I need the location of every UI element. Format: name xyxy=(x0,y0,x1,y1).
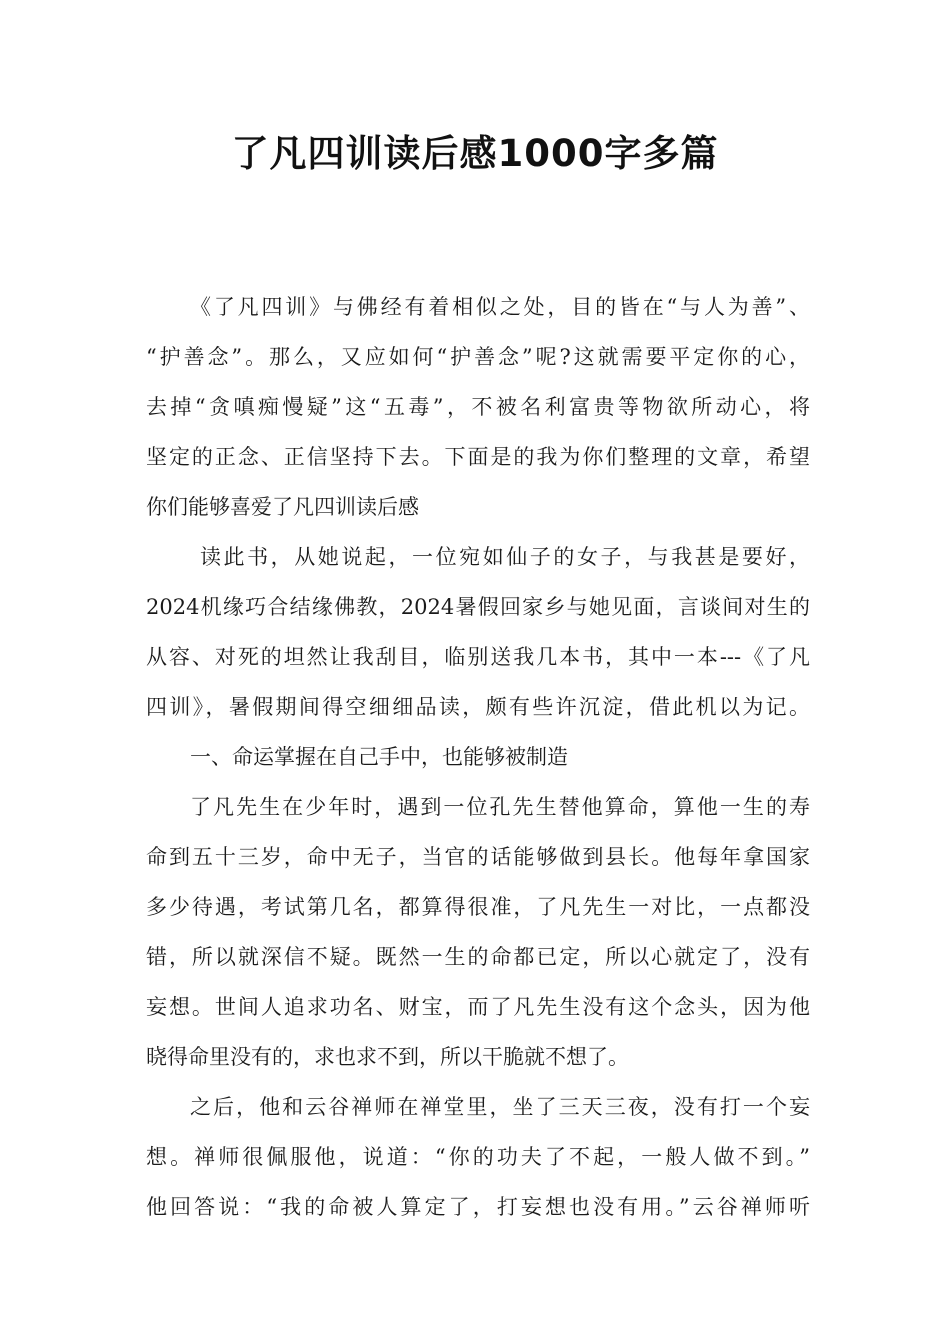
paragraph-line: 想。禅师很佩服他，说道：“你的功夫了不起，一般人做不到。” xyxy=(146,1145,810,1169)
document-body xyxy=(146,282,810,1232)
paragraph-line: 了凡先生在少年时，遇到一位孔先生替他算命，算他一生的寿 xyxy=(190,795,810,819)
paragraph-line: 多少待遇，考试第几名，都算得很准，了凡先生一对比，一点都没 xyxy=(146,895,810,919)
paragraph-line: 他回答说：“我的命被人算定了，打妄想也没有用。”云谷禅师听 xyxy=(146,1195,810,1219)
paragraph-line: 妄想。世间人追求功名、财宝，而了凡先生没有这个念头，因为他 xyxy=(146,995,810,1019)
paragraph-line: 《了凡四训》与佛经有着相似之处，目的皆在“与人为善”、 xyxy=(190,295,810,319)
paragraph-line: “护善念”。那么，又应如何“护善念”呢?这就需要平定你的心， xyxy=(146,345,810,369)
paragraph-line: 坚定的正念、正信坚持下去。下面是的我为你们整理的文章，希望 xyxy=(146,445,810,469)
paragraph-line: 2024机缘巧合结缘佛教，2024暑假回家乡与她见面，言谈间对生的 xyxy=(146,595,810,619)
paragraph-line: 晓得命里没有的，求也求不到，所以干脆就不想了。 xyxy=(146,1045,629,1069)
paragraph-line: 读此书，从她说起，一位宛如仙子的女子，与我甚是要好， xyxy=(200,545,810,569)
paragraph-line: 之后，他和云谷禅师在禅堂里，坐了三天三夜，没有打一个妄 xyxy=(190,1095,810,1119)
paragraph-line: 四训》，暑假期间得空细细品读，颇有些许沉淀，借此机以为记。 xyxy=(146,695,810,719)
paragraph-line: 你们能够喜爱了凡四训读后感 xyxy=(146,495,419,519)
paragraph-line: 错，所以就深信不疑。既然一生的命都已定，所以心就定了，没有 xyxy=(146,945,810,969)
document-title: 了凡四训读后感1000字多篇 xyxy=(231,132,719,175)
section-heading: 一、命运掌握在自己手中，也能够被制造 xyxy=(190,745,568,769)
paragraph-line: 去掉“贪嗔痴慢疑”这“五毒”，不被名利富贵等物欲所动心，将 xyxy=(146,395,810,419)
paragraph-line: 命到五十三岁，命中无子，当官的话能够做到县长。他每年拿国家 xyxy=(146,845,810,869)
paragraph-line: 从容、对死的坦然让我刮目，临别送我几本书，其中一本---《了凡 xyxy=(146,645,810,669)
